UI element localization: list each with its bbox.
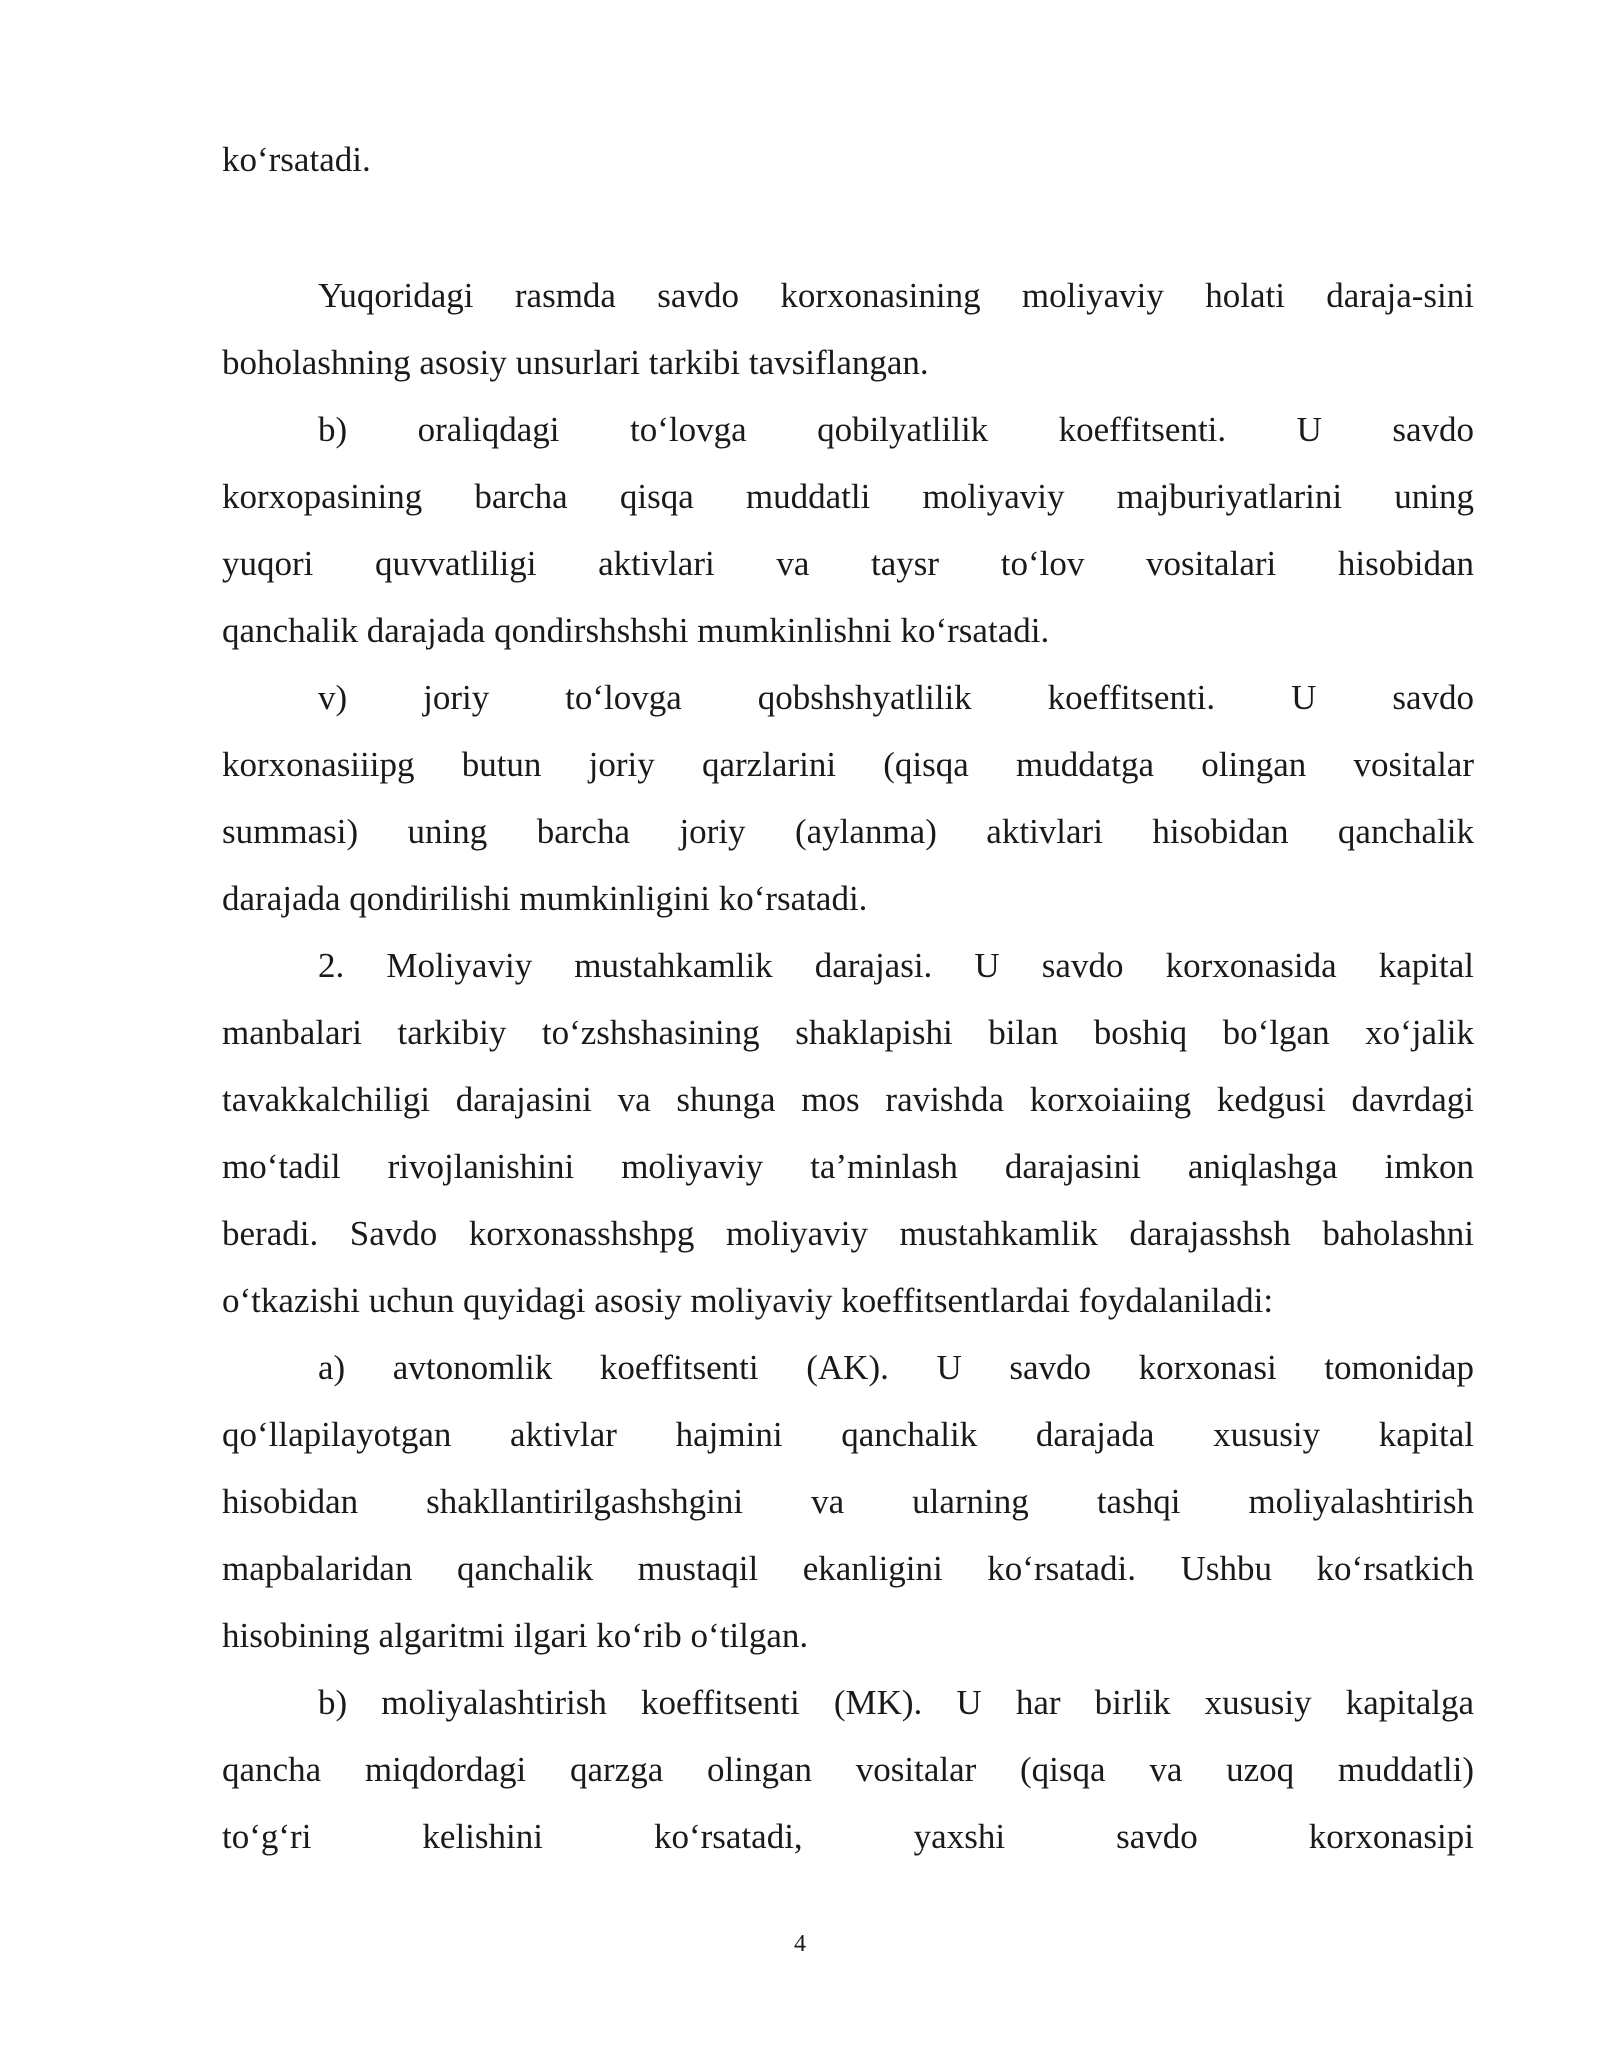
text-line: o‘tkazishi uchun quyidagi asosiy moliyaviy koeffitsentlardai foydalaniladi: <box>222 1281 1274 1320</box>
text-line: hisobining algaritmi ilgari ko‘rib o‘tilgan. <box>222 1616 809 1655</box>
text-line: darajada qondirilishi mumkinligini ko‘rsatadi. <box>222 879 868 918</box>
text-line: qancha miqdordagi qarzga olingan vositalar (qisqa va uzoq muddatli) <box>222 1750 1474 1789</box>
text-line: mo‘tadil rivojlanishini moliyaviy ta’minlash darajasini aniqlashga imkon <box>222 1147 1474 1186</box>
text-line: qanchalik darajada qondirshshshi mumkinlishni ko‘rsatadi. <box>222 611 1050 650</box>
text-line: manbalari tarkibiy to‘zshshasining shaklapishi bilan boshiq bo‘lgan xo‘jalik <box>222 1013 1474 1052</box>
text-line: mapbalaridan qanchalik mustaqil ekanligini ko‘rsatadi. Ushbu ko‘rsatkich <box>222 1549 1474 1588</box>
list-item-v-line: v) joriy to‘lovga qobshshyatlilik koeffitsenti. U savdo <box>318 678 1474 717</box>
text-line: tavakkalchiligi darajasini va shunga mos ravishda korxoiaiing kedgusi davrdagi <box>222 1080 1474 1119</box>
list-item-a-line: a) avtonomlik koeffitsenti (AK). U savdo korxonasi tomonidap <box>318 1348 1474 1387</box>
text-line: summasi) uning barcha joriy (aylanma) aktivlari hisobidan qanchalik <box>222 812 1474 851</box>
text-line: ko‘rsatadi. <box>222 140 371 179</box>
section-2-line: 2. Moliyaviy mustahkamlik darajasi. U savdo korxonasida kapital <box>318 946 1474 985</box>
page-number: 4 <box>794 1931 806 1957</box>
list-item-b2-line: b) moliyalashtirish koeffitsenti (MK). U har birlik xususiy kapitalga <box>318 1683 1474 1722</box>
text-line: korxopasining barcha qisqa muddatli moliyaviy majburiyatlarini uning <box>222 477 1474 516</box>
text-line: to‘g‘ri kelishini ko‘rsatadi, yaxshi savdo korxonasipi <box>222 1817 1474 1856</box>
text-line: qo‘llapilayotgan aktivlar hajmini qanchalik darajada xususiy kapital <box>222 1415 1474 1454</box>
text-line: boholashning asosiy unsurlari tarkibi tavsiflangan. <box>222 343 929 382</box>
text-line: hisobidan shakllantirilgashshgini va ularning tashqi moliyalashtirish <box>222 1482 1474 1521</box>
text-line: korxonasiiipg butun joriy qarzlarini (qisqa muddatga olingan vositalar <box>222 745 1474 784</box>
text-line: beradi. Savdo korxonasshshpg moliyaviy mustahkamlik darajasshsh baholashni <box>222 1214 1474 1253</box>
list-item-b-line: b) oraliqdagi to‘lovga qobilyatlilik koeffitsenti. U savdo <box>318 410 1474 449</box>
paragraph-first-line: Yuqoridagi rasmda savdo korxonasining moliyaviy holati daraja-sini <box>318 276 1474 315</box>
text-line: yuqori quvvatliligi aktivlari va taysr to‘lov vositalari hisobidan <box>222 544 1474 583</box>
